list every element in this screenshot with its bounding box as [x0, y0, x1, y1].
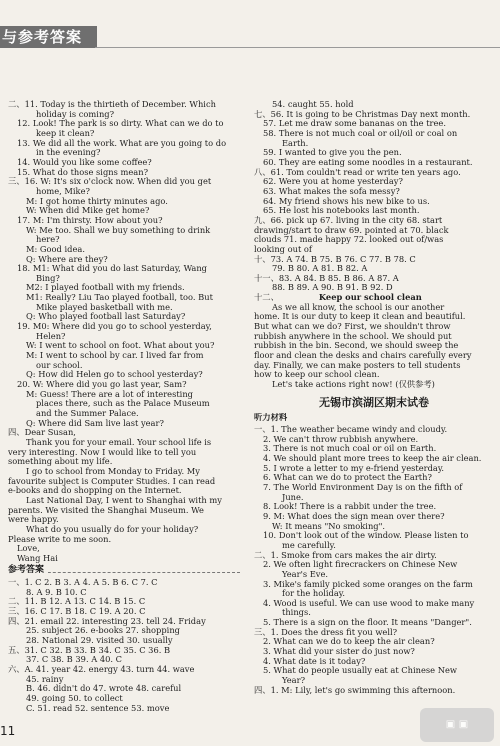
text-line: Helen?: [36, 331, 66, 341]
text-line: 3. There is not much coal or oil on Earth.: [263, 444, 437, 454]
text-line: day. Finally, we can make posters to tell students: [254, 360, 461, 370]
text-line: 79. B 80. A 81. B 82. A: [272, 264, 368, 274]
text-line: 64. My friend shows his new bike to us.: [263, 196, 430, 206]
text-line: Bing?: [36, 273, 60, 283]
text-line: Q: Where are they?: [26, 254, 108, 264]
listening-script-right: [254, 425, 494, 695]
text-line: 5. There is a sign on the floor. It means "Danger".: [263, 618, 472, 628]
text-line: Year?: [282, 676, 306, 686]
text-line: very interesting. Now I would like to tell you: [8, 447, 197, 457]
text-line: 57. Let me draw some bananas on the tree.: [263, 119, 446, 129]
text-line: me carefully.: [282, 540, 336, 550]
text-line: 28. National 29. visited 30. usually: [26, 636, 173, 646]
text-line: 十一、83. A 84. B 85. B 86. A 87. A: [254, 273, 399, 283]
text-line: were happy.: [8, 515, 59, 525]
text-line: favourite subject is Computer Studies. I can read: [8, 476, 216, 486]
text-line: 二、1. Smoke from cars makes the air dirty.: [254, 550, 437, 560]
text-line: 4. What date is it today?: [263, 656, 366, 666]
banner-rule: [95, 47, 500, 48]
text-line: 六、A. 41. year 42. energy 43. turn 44. wave: [8, 665, 195, 675]
essay-title: Keep our school clean: [318, 293, 422, 303]
text-line: 一、1. C 2. B 3. A 4. A 5. B 6. C 7. C: [8, 578, 158, 588]
text-line: What do you usually do for your holiday?: [26, 524, 199, 534]
text-line: 五、31. C 32. B 33. B 34. C 35. C 36. B: [8, 645, 171, 655]
text-line: Let's take actions right now! (仅供参考): [272, 380, 435, 390]
text-line: something about my life.: [8, 457, 113, 467]
text-line: 59. I wanted to give you the pen.: [263, 148, 402, 158]
model-essay: [254, 303, 494, 390]
text-line: in the evening?: [36, 148, 101, 158]
text-line: June.: [282, 492, 304, 502]
text-line: 4. Wood is useful. We can use wood to make many: [263, 598, 475, 608]
listening-heading: 听力材料: [254, 413, 288, 423]
left-column: [8, 100, 240, 713]
text-line: places there, such as the Palace Museum: [36, 399, 210, 409]
text-line: 2. What can we do to keep the air clean?: [263, 637, 435, 647]
text-line: Year's Eve.: [282, 569, 329, 579]
text-line: 37. C 38. B 39. A 40. C: [26, 655, 123, 665]
text-line: parents. We visited the Shanghai Museum. We: [8, 505, 204, 515]
text-line: 65. He lost his notebooks last month.: [263, 206, 420, 216]
text-line: 二、11. Today is the thirtieth of December. Which: [8, 100, 216, 109]
text-line: floor and clean the desks and chairs carefully every: [254, 351, 472, 361]
answers-heading: 参考答案: [8, 566, 240, 576]
text-line: Thank you for your email. Your school life is: [26, 437, 212, 447]
text-line: 四、Dear Susan,: [8, 428, 76, 438]
text-line: 10. Don't look out of the window. Please listen to: [263, 531, 469, 541]
text-line: Mike played basketball with me.: [36, 302, 173, 312]
text-line: 5. What do people usually eat at Chinese New: [263, 666, 457, 676]
text-line: 二、11. B 12. A 13. C 14. B 15. C: [8, 597, 146, 607]
text-line: 3. What did your sister do just now?: [263, 647, 415, 657]
text-line: 8. A 9. B 10. C: [26, 587, 87, 597]
text-line: 2. We often light firecrackers on Chinese New: [263, 560, 458, 570]
text-line: 14. Would you like some coffee?: [17, 157, 152, 167]
text-line: As we all know, the school is our another: [272, 302, 445, 312]
text-line: 四、1. M: Lily, let's go swimming this afternoon.: [254, 685, 456, 695]
text-line: 88. B 89. A 90. B 91. B 92. D: [272, 283, 393, 293]
text-line: B. 46. didn't do 47. wrote 48. careful: [26, 684, 182, 694]
text-line: 58. There is not much coal or oil/oil or coal on: [263, 128, 458, 138]
text-line: 三、1. Does the dress fit you well?: [254, 627, 398, 637]
text-line: rubbish in the bin. Second, we should sweep the: [254, 341, 459, 351]
text-line: 62. Were you at home yesterday?: [263, 177, 403, 187]
text-line: Q: How did Helen go to school yesterday?: [26, 370, 203, 380]
text-line: things.: [282, 608, 311, 618]
text-line: But what can we do? First, we shouldn't throw: [254, 322, 451, 332]
text-line: 17. M: I'm thirsty. How about you?: [17, 215, 163, 225]
text-line: 12. Look! The park is so dirty. What can we do to: [17, 119, 224, 129]
text-line: 4. We should plant more trees to keep the air clean.: [263, 453, 482, 463]
text-line: 45. rainy: [26, 674, 64, 684]
text-line: home, Mike?: [36, 186, 90, 196]
watermark-logo: ▣ ▣: [420, 708, 494, 742]
text-line: 13. We did all the work. What are you going to do: [17, 138, 227, 148]
text-line: 49. going 50. to collect: [26, 694, 123, 704]
text-line: 7. The World Environment Day is on the fifth of: [263, 482, 463, 492]
text-line: 20. W: Where did you go last year, Sam?: [17, 380, 187, 390]
text-line: M: Good idea.: [26, 244, 85, 254]
text-line: Love,: [17, 544, 40, 554]
text-line: 6. What can we do to protect the Earth?: [263, 473, 432, 483]
text-line: Q: Who played football last Saturday?: [26, 312, 186, 322]
text-line: 60. They are eating some noodles in a restaurant.: [263, 157, 473, 167]
text-line: 8. Look! There is a rabbit under the tree.: [263, 502, 437, 512]
text-line: here?: [36, 235, 60, 245]
text-line: W: Me too. Shall we buy something to drink: [26, 225, 211, 235]
text-line: 三、16. W: It's six o'clock now. When did you get: [8, 177, 212, 187]
text-line: and the Summer Palace.: [36, 409, 139, 418]
text-line: clouds 71. made happy 72. looked out of/was: [254, 235, 444, 245]
text-line: 19. M0: Where did you go to school yesterday,: [17, 322, 212, 332]
text-line: M2: I played football with my friends.: [26, 283, 185, 293]
text-line: W: I went to school on foot. What about you?: [26, 341, 215, 351]
text-line: 四、21. email 22. interesting 23. tell 24. Friday: [8, 616, 206, 626]
text-line: Please write to me soon.: [8, 534, 112, 544]
text-line: for the holiday.: [282, 589, 346, 599]
essay-header: 十二、 Keep our school clean: [254, 293, 422, 303]
text-line: keep it clean?: [36, 128, 95, 138]
text-line: looking out of: [254, 244, 312, 254]
text-line: 七、56. It is going to be Christmas Day next month.: [254, 109, 471, 119]
text-line: W: When did Mike get home?: [26, 206, 150, 216]
text-line: I go to school from Monday to Friday. My: [26, 466, 200, 476]
text-line: M: Guess! There are a lot of interesting: [26, 389, 193, 399]
listening-script-left: [8, 100, 240, 564]
text-line: 18. M1: What did you do last Saturday, Wang: [17, 264, 207, 274]
text-line: 十、73. A 74. B 75. B 76. C 77. B 78. C: [254, 254, 416, 264]
text-line: 9. M: What does the sign mean over there?: [263, 511, 445, 521]
text-line: rubbish anywhere in the school. We should put: [254, 331, 452, 341]
text-line: C. 51. read 52. sentence 53. move: [26, 703, 170, 713]
text-line: our school.: [36, 360, 83, 370]
text-line: e-books and do shopping on the Internet.: [8, 486, 182, 496]
text-line: M: I went to school by car. I lived far from: [26, 351, 204, 361]
right-column: [254, 100, 494, 695]
text-line: how to keep our school clean.: [254, 370, 380, 380]
text-line: 15. What do those signs mean?: [17, 167, 149, 177]
text-line: 九、66. pick up 67. living in the city 68. start: [254, 215, 443, 225]
text-line: 三、16. C 17. B 18. C 19. A 20. C: [8, 607, 146, 617]
text-line: Last National Day, I went to Shanghai with my: [26, 495, 222, 505]
text-line: M1: Really? Liu Tao played football, too. But: [26, 293, 213, 303]
text-line: Q: Where did Sam live last year?: [26, 418, 164, 428]
text-line: 54. caught 55. hold: [272, 100, 354, 109]
text-line: 一、1. The weather became windy and cloudy.: [254, 425, 448, 434]
text-line: W: It means "No smoking".: [272, 521, 386, 531]
text-line: home. It is our duty to keep it clean and beautiful.: [254, 312, 466, 322]
text-line: 2. We can't throw rubbish anywhere.: [263, 434, 419, 444]
exam-title: 无锡市滨湖区期末试卷: [319, 395, 429, 409]
text-line: 八、61. Tom couldn't read or write ten years ago.: [254, 167, 461, 177]
page-number: 11: [0, 724, 16, 738]
text-line: Earth.: [282, 138, 309, 148]
text-line: 25. subject 26. e-books 27. shopping: [26, 626, 180, 636]
text-line: 63. What makes the sofa messy?: [263, 186, 400, 196]
text-line: Wang Hai: [17, 553, 58, 563]
text-line: holiday is coming?: [36, 109, 115, 119]
answer-key-continued: [254, 100, 494, 293]
text-line: 5. I wrote a letter to my e-friend yesterday.: [263, 463, 445, 473]
section-banner: 与参考答案: [0, 26, 97, 48]
text-line: drawing/start to draw 69. pointed at 70. black: [254, 225, 449, 235]
text-line: 3. Mike's family picked some oranges on the farm: [263, 579, 473, 589]
text-line: M: I got home thirty minutes ago.: [26, 196, 168, 206]
answer-key: [8, 578, 240, 713]
